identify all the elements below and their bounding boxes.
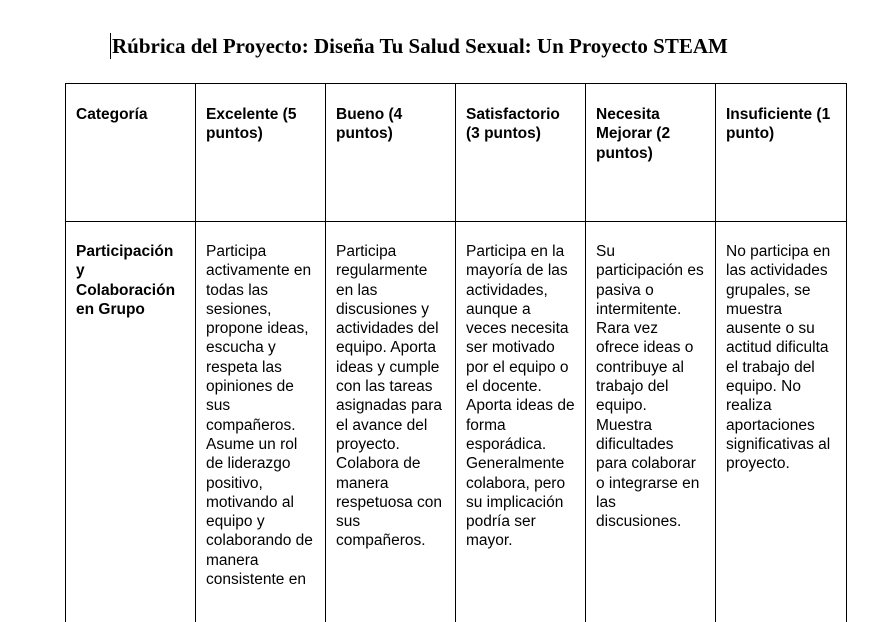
- criteria-cell-excelente[interactable]: [196, 222, 326, 622]
- category-cell[interactable]: [66, 222, 196, 622]
- header-label: Insuficiente (1 punto): [726, 106, 831, 143]
- criteria-cell-satisfactorio[interactable]: [456, 222, 586, 622]
- criteria-text: Participa regularmente en las discusiones y actividades del equipo. Aporta ideas y cumple con las tareas asignadas para el avance del proyecto. Colabora de manera respetuosa con sus compañeros.: [336, 243, 442, 550]
- table-header-row: [66, 84, 847, 222]
- rubric-table: [65, 83, 847, 622]
- header-cell-category[interactable]: [66, 84, 196, 222]
- header-label: Satisfactorio (3 puntos): [466, 106, 560, 143]
- header-cell-excelente[interactable]: [196, 84, 326, 222]
- table-row: [66, 222, 847, 622]
- text-cursor: [110, 33, 111, 59]
- header-cell-necesita-mejorar[interactable]: [586, 84, 716, 222]
- criteria-text: Participa en la mayoría de las actividades, aunque a veces necesita ser motivado por el equipo o el docente. Aporta ideas de forma esporádica. Generalmente colabora, pero su implicación podría ser mayor.: [466, 243, 575, 550]
- header-label: Necesita Mejorar (2 puntos): [596, 106, 671, 162]
- header-cell-bueno[interactable]: [326, 84, 456, 222]
- document-title: Rúbrica del Proyecto: Diseña Tu Salud Sexual: Un Proyecto STEAM: [112, 34, 728, 58]
- header-cell-insuficiente[interactable]: [716, 84, 847, 222]
- criteria-cell-bueno[interactable]: [326, 222, 456, 622]
- criteria-cell-insuficiente[interactable]: [716, 222, 847, 622]
- category-label: Participación y Colaboración en Grupo: [76, 243, 176, 318]
- criteria-text: No participa en las actividades grupales, se muestra ausente o su actitud dificulta el trabajo del equipo. No realiza aportaciones significativas al proyecto.: [726, 243, 831, 473]
- criteria-text: Participa activamente en todas las sesiones, propone ideas, escucha y respeta las opiniones de sus compañeros. Asume un rol de liderazgo positivo, motivando al equipo y colaborando de manera consistente en: [206, 243, 313, 589]
- header-label: Categoría: [76, 106, 148, 123]
- header-label: Excelente (5 puntos): [206, 106, 297, 143]
- criteria-cell-necesita-mejorar[interactable]: [586, 222, 716, 622]
- header-label: Bueno (4 puntos): [336, 106, 403, 143]
- criteria-text: Su participación es pasiva o intermitente. Rara vez ofrece ideas o contribuye al trabajo del equipo. Muestra dificultades para colaborar o integrarse en las discusiones.: [596, 243, 704, 531]
- header-cell-satisfactorio[interactable]: [456, 84, 586, 222]
